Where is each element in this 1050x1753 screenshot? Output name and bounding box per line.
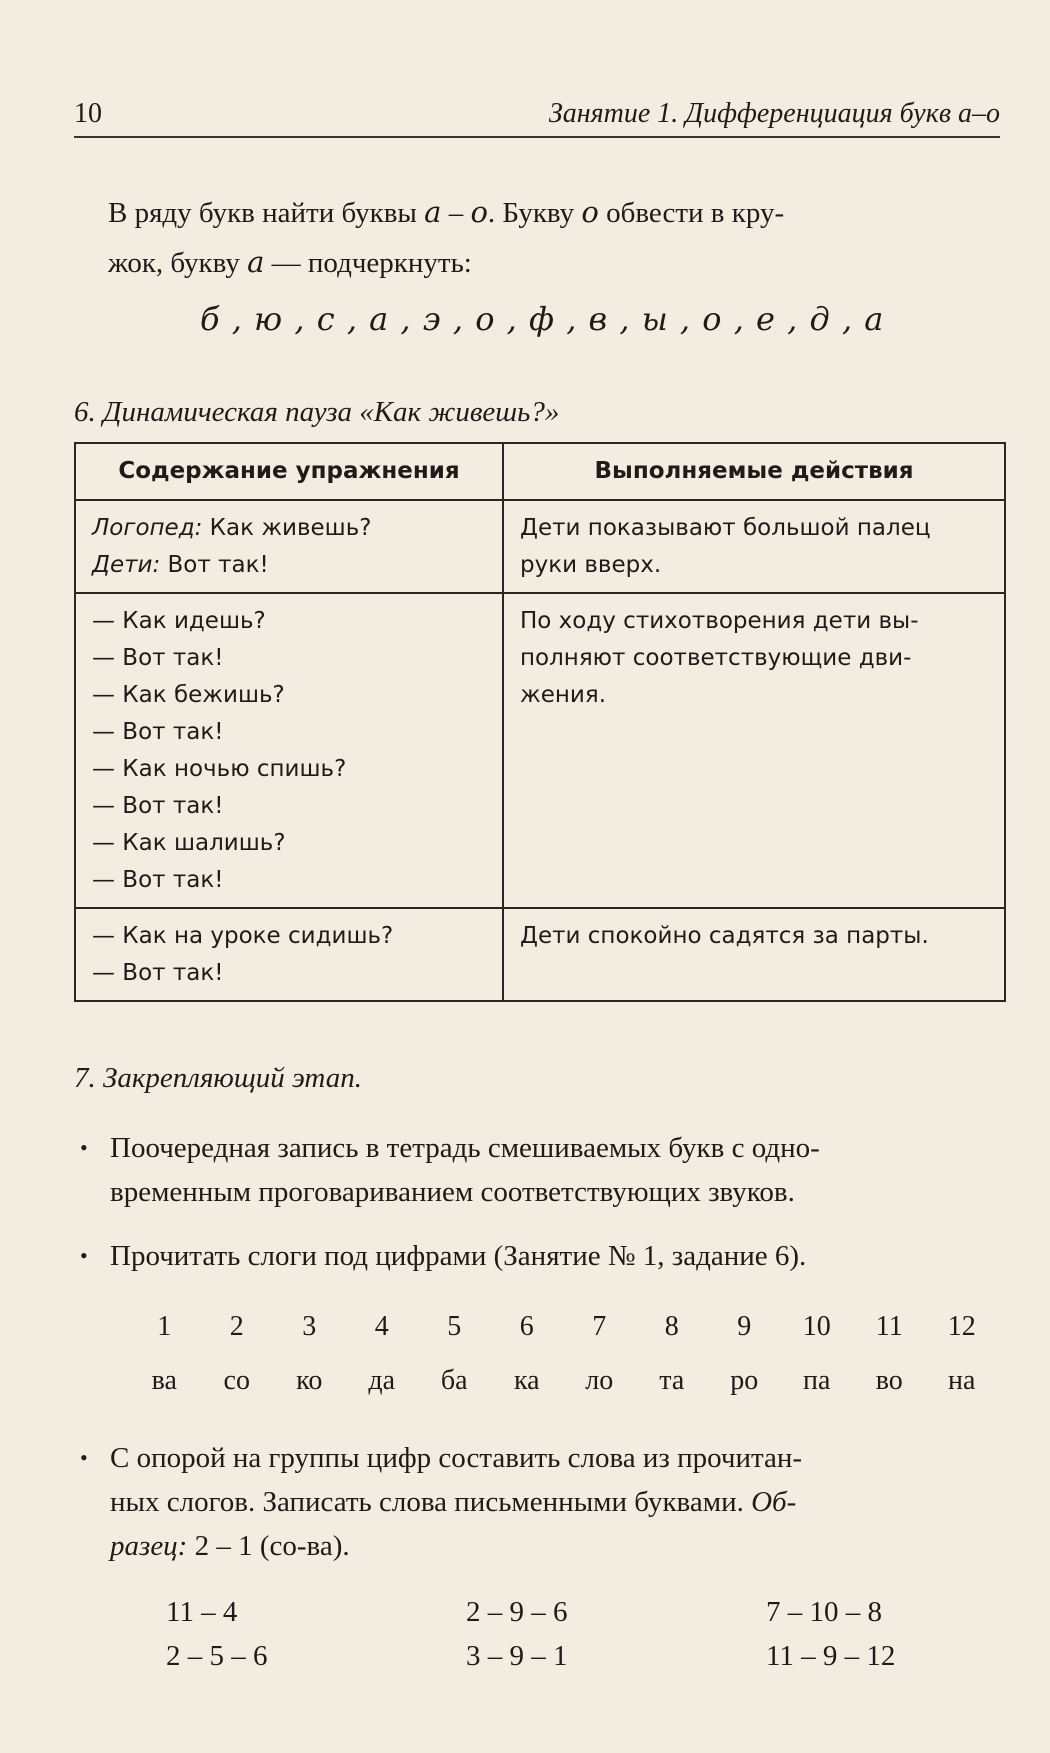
text: ных слогов. Записать слова письменными буквами. — [110, 1486, 752, 1518]
syllable-cell: да — [368, 1365, 396, 1396]
column-header: Выполняемые действия — [503, 443, 1005, 500]
bullet-item — [80, 1126, 1000, 1214]
script-letter-a: а — [424, 195, 442, 229]
bullet-line — [110, 1524, 1000, 1568]
cell-line: полняют соответствующие дви- — [520, 645, 912, 671]
text: . Букву — [487, 197, 582, 229]
formula: 2 – 9 – 6 — [466, 1596, 568, 1628]
page-number: 10 — [74, 98, 102, 129]
syllable-cell: ка — [513, 1365, 540, 1396]
table-cell — [75, 500, 503, 593]
number-cell: 1 — [157, 1311, 172, 1342]
text: Как живешь? — [202, 515, 372, 541]
cell-line: По ходу стихотворения дети вы- — [520, 608, 919, 634]
cell-line: — Вот так! — [92, 867, 224, 893]
syllable-table — [128, 1300, 998, 1408]
task-intro-line1 — [108, 190, 1008, 235]
section-6-title: 6. Динамическая пауза «Как живешь?» — [74, 396, 560, 428]
table-row — [75, 908, 1005, 1001]
syllable-cell: ло — [585, 1365, 614, 1396]
text: В ряду букв найти буквы — [108, 197, 425, 229]
bullet-line: Поочередная запись в тетрадь смешиваемых букв с одно- — [110, 1132, 820, 1164]
formula-grid — [166, 1590, 986, 1678]
formula: 11 – 4 — [166, 1596, 238, 1628]
cell-line: — Вот так! — [92, 719, 224, 745]
bullet-line: С опорой на группы цифр составить слова из прочитан- — [110, 1442, 803, 1474]
formula: 7 – 10 – 8 — [766, 1596, 882, 1628]
table-cell — [503, 593, 1005, 908]
exercise-table — [74, 442, 1006, 1002]
column-header: Содержание упражнения — [75, 443, 503, 500]
cell-line: Дети показывают большой палец — [520, 515, 931, 541]
cell-line: — Как идешь? — [92, 608, 266, 634]
number-cell: 10 — [802, 1311, 831, 1342]
table-cell — [503, 908, 1005, 1001]
table-cell — [75, 908, 503, 1001]
syllable-cell: со — [223, 1365, 250, 1396]
bullet-item — [80, 1234, 1000, 1278]
cell-line: Дети спокойно садятся за парты. — [520, 923, 929, 949]
number-cell: 3 — [302, 1311, 317, 1342]
cell-line: — Вот так! — [92, 793, 224, 819]
table-cell — [503, 500, 1005, 593]
script-letter-o: о — [470, 195, 488, 229]
script-letter-o: о — [581, 195, 599, 229]
formula: 2 – 5 – 6 — [166, 1640, 268, 1672]
formula: 3 – 9 – 1 — [466, 1640, 568, 1672]
bullet-line: Прочитать слоги под цифрами (Занятие № 1, задание 6). — [110, 1240, 807, 1272]
cell-line: — Вот так! — [92, 645, 224, 671]
number-cell: 11 — [875, 1311, 903, 1342]
cell-line: — Как на уроке сидишь? — [92, 923, 394, 949]
cell-line: — Как ночью спишь? — [92, 756, 347, 782]
table-row — [75, 500, 1005, 593]
table-row — [75, 593, 1005, 908]
table-header-row — [75, 443, 1005, 500]
cell-line: жения. — [520, 682, 607, 708]
text: Вот так! — [160, 552, 269, 578]
number-cell: 2 — [229, 1311, 244, 1342]
syllable-row — [128, 1354, 998, 1408]
letter-row: б , ю , с , а , э , о , ф , в , ы , о , е , д , а — [200, 300, 885, 338]
text-italic: Об- — [751, 1486, 797, 1518]
page-header — [74, 96, 1000, 138]
formula: 11 – 9 – 12 — [766, 1640, 896, 1672]
text: 2 – 1 (со-ва). — [187, 1530, 350, 1562]
text: обвести в кру- — [598, 197, 785, 229]
text-italic: разец: — [110, 1530, 188, 1562]
syllable-cell: на — [948, 1365, 976, 1396]
cell-line: — Вот так! — [92, 960, 224, 986]
role-label: Логопед: — [92, 515, 203, 541]
syllable-cell: ро — [730, 1365, 759, 1396]
script-letter-a: а — [247, 245, 265, 279]
bullet-dot-icon: • — [80, 1243, 88, 1268]
table-cell — [75, 593, 503, 908]
number-row — [128, 1300, 998, 1354]
syllable-cell: па — [803, 1365, 831, 1396]
bullet-item — [80, 1436, 1000, 1568]
running-title: Занятие 1. Дифференциация букв а–о — [548, 98, 1000, 129]
cell-line: — Как шалишь? — [92, 830, 286, 856]
syllable-cell: ба — [440, 1365, 468, 1396]
syllable-cell: ко — [296, 1365, 323, 1396]
cell-line: руки вверх. — [520, 552, 662, 578]
number-cell: 6 — [519, 1311, 534, 1342]
number-cell: 9 — [737, 1311, 752, 1342]
text: – — [441, 197, 471, 229]
role-label: Дети: — [92, 552, 161, 578]
cell-line — [92, 547, 486, 584]
number-cell: 12 — [947, 1311, 976, 1342]
bullet-dot-icon: • — [80, 1135, 88, 1160]
text: жок, букву — [108, 247, 248, 279]
number-cell: 7 — [592, 1311, 607, 1342]
number-cell: 5 — [447, 1311, 462, 1342]
bullet-line — [110, 1480, 1000, 1524]
syllable-cell: во — [875, 1365, 903, 1396]
number-cell: 8 — [664, 1311, 679, 1342]
text: — подчеркнуть: — [264, 247, 472, 279]
bullet-dot-icon: • — [80, 1445, 88, 1470]
cell-line — [92, 510, 486, 547]
cell-line: — Как бежишь? — [92, 682, 285, 708]
syllable-cell: та — [659, 1365, 685, 1396]
section-7-title: 7. Закрепляющий этап. — [74, 1062, 362, 1094]
number-cell: 4 — [374, 1311, 389, 1342]
syllable-cell: ва — [151, 1365, 177, 1396]
task-intro-line2 — [108, 240, 1008, 285]
bullet-line: временным проговариванием соответствующих звуков. — [110, 1176, 795, 1208]
